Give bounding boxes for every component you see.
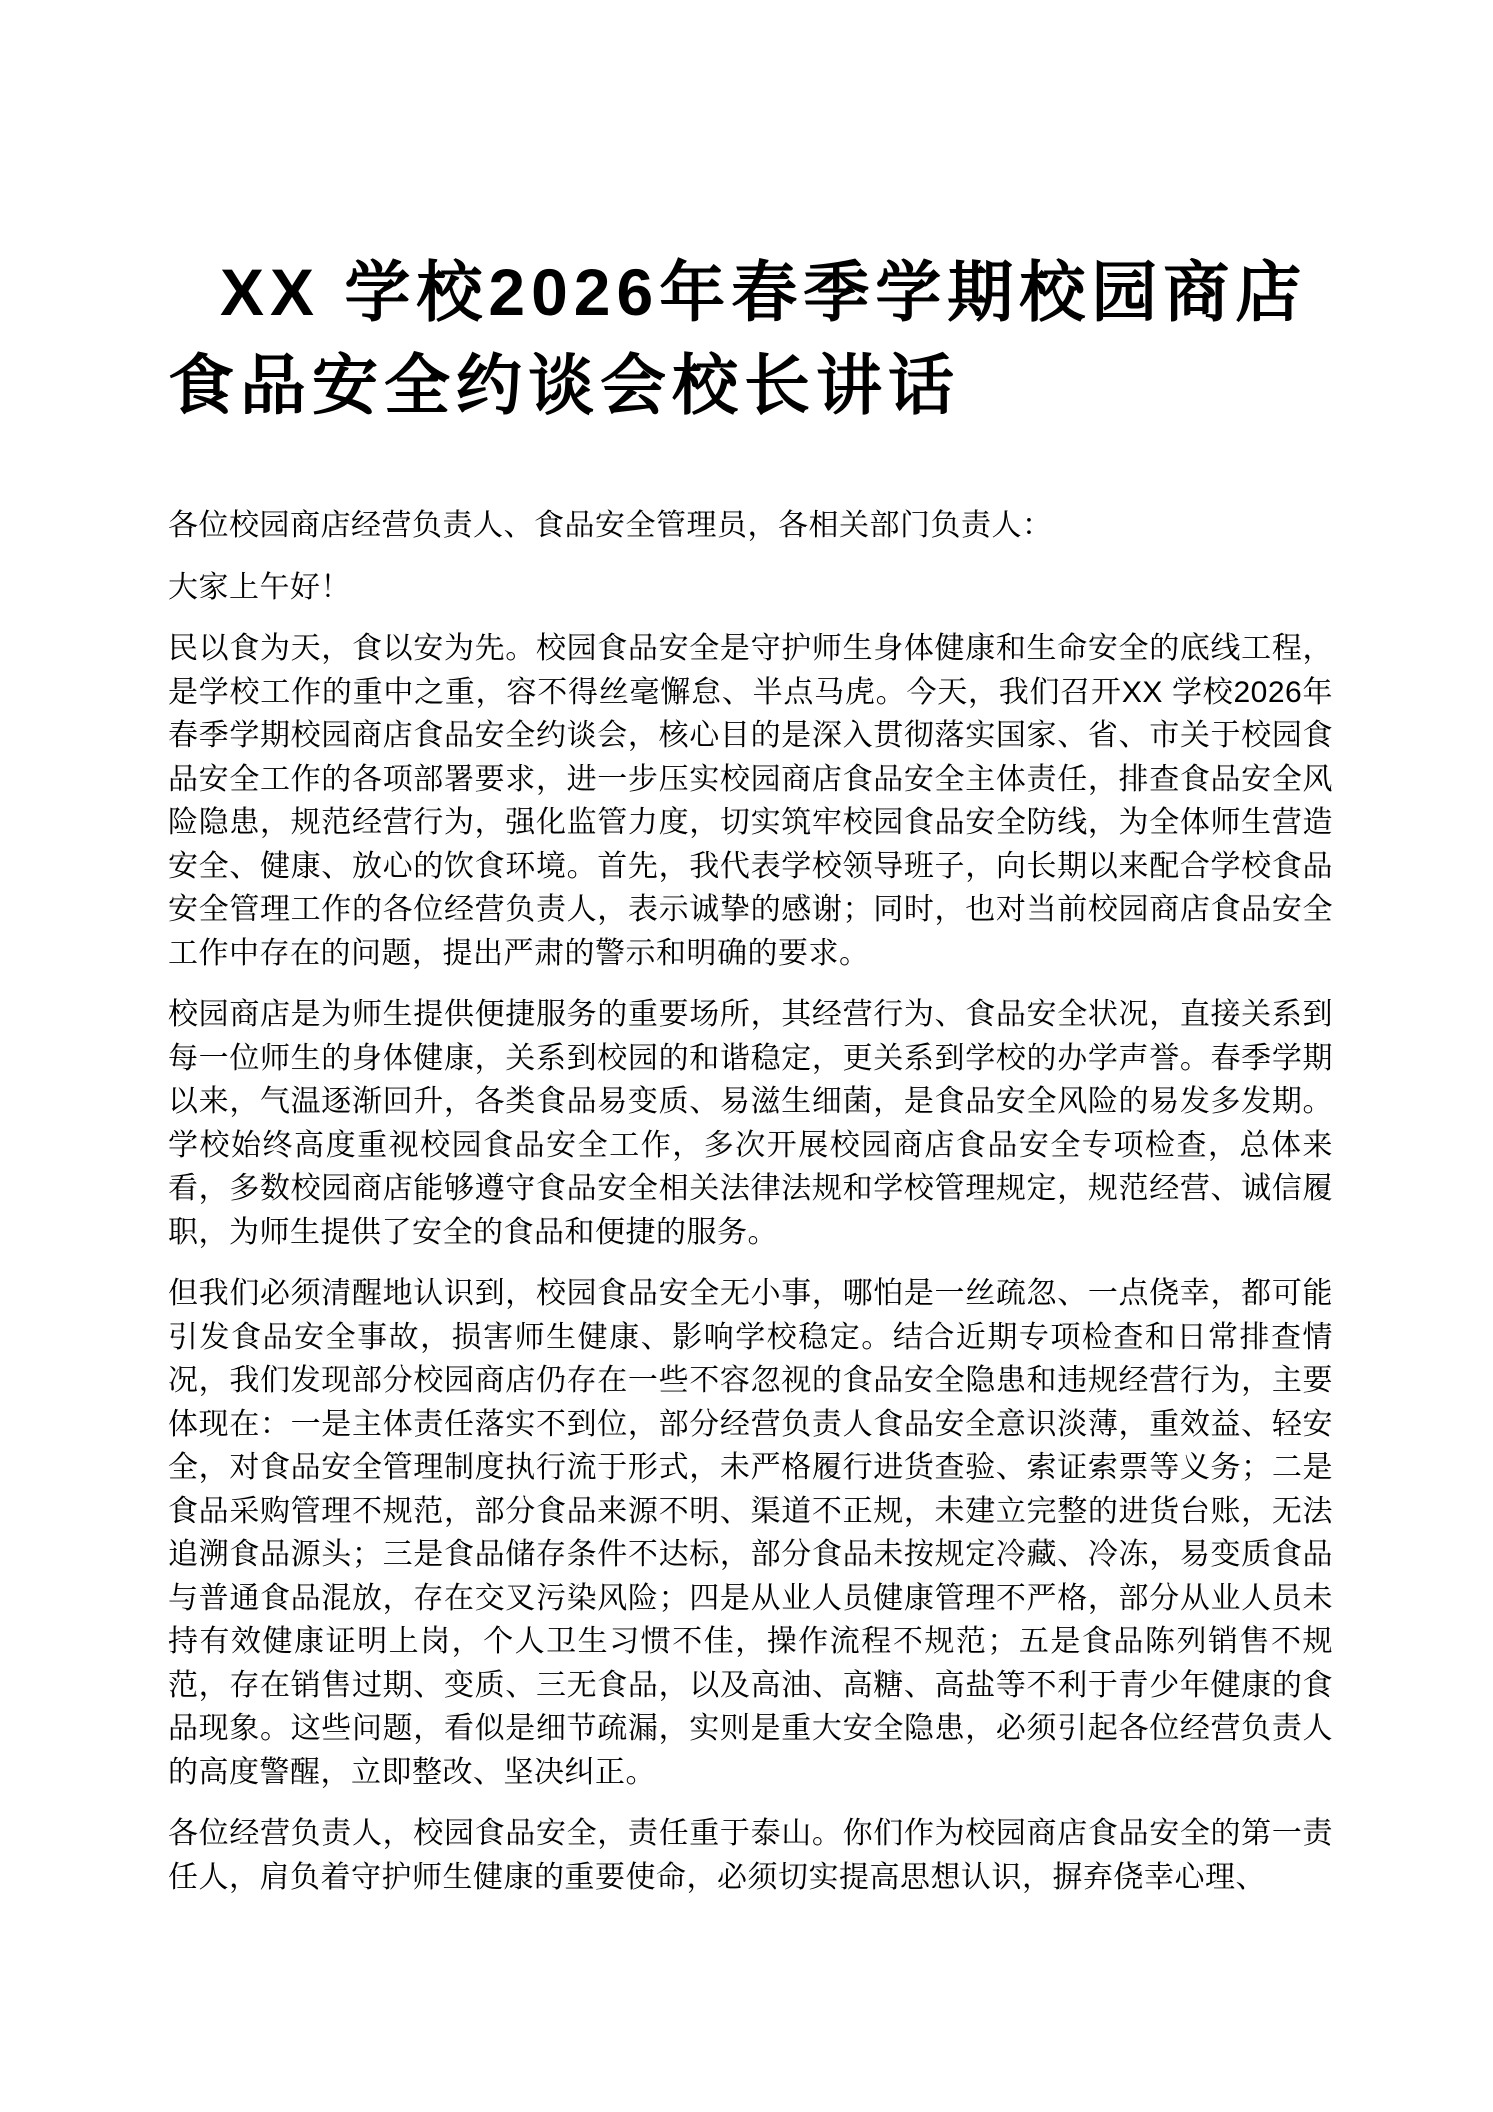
paragraph-greeting: 大家上午好！ bbox=[168, 570, 351, 604]
paragraph-salutation: 各位校园商店经营负责人、食品安全管理员，各相关部门负责人： bbox=[168, 509, 1053, 542]
paragraph-importance: 校园商店是为师生提供便捷服务的重要场所，其经营行为、食品安全状况，直接关系到每一位师生的身体健康，关系到校园的和谐稳定，更关系到学校的办学声誉。春季学期以来，气温逐渐回升，各类食品易变质、易滋生细菌，是食品安全风险的易发多发期。学校始终高度重视校园食品安全工作，多次开展校园商店食品安全专项检查，总体来看，多数校园商店能够遵守食品安全相关法律法规和学校管理规定，规范经营、诚信履职，为师生提供了安全的食品和便捷的服务。 bbox=[168, 998, 1333, 1249]
paragraph-responsibility: 各位经营负责人，校园食品安全，责任重于泰山。你们作为校园商店食品安全的第一责任人，肩负着守护师生健康的重要使命，必须切实提高思想认识，摒弃侥幸心理、 bbox=[168, 1817, 1333, 1894]
paragraph-problems: 但我们必须清醒地认识到，校园食品安全无小事，哪怕是一丝疏忽、一点侥幸，都可能引发食品安全事故，损害师生健康、影响学校稳定。结合近期专项检查和日常排查情况，我们发现部分校园商店仍存在一些不容忽视的食品安全隐患和违规经营行为，主要体现在：一是主体责任落实不到位，部分经营负责人食品安全意识淡薄，重效益、轻安全，对食品安全管理制度执行流于形式，未严格履行进货查验、索证索票等义务；二是食品采购管理不规范，部分食品来源不明、渠道不正规，未建立完整的进货台账，无法追溯食品源头；三是食品储存条件不达标，部分食品未按规定冷藏、冷冻，易变质食品与普通食品混放，存在交叉污染风险；四是从业人员健康管理不严格，部分从业人员未持有效健康证明上岗，个人卫生习惯不佳，操作流程不规范；五是食品陈列销售不规范，存在销售过期、变质、三无食品，以及高油、高糖、高盐等不利于青少年健康的食品现象。这些问题，看似是细节疏漏，实则是重大安全隐患，必须引起各位经营负责人的高度警醒，立即整改、坚决纠正。 bbox=[168, 1277, 1333, 1789]
document-title: XX 学校2026年春季学期校园商店食品安全约谈会校长讲话 bbox=[168, 255, 1308, 422]
document-body bbox=[168, 504, 1333, 1899]
paragraph-opening: 民以食为天，食以安为先。校园食品安全是守护师生身体健康和生命安全的底线工程，是学校工作的重中之重，容不得丝毫懈怠、半点马虎。今天，我们召开XX 学校2026年春季学期校园商店食品安全约谈会，核心目的是深入贯彻落实国家、省、市关于校园食品安全工作的各项部署要求，进一步压实校园商店食品安全主体责任，排查食品安全风险隐患，规范经营行为，强化监管力度，切实筑牢校园食品安全防线，为全体师生营造安全、健康、放心的饮食环境。首先，我代表学校领导班子，向长期以来配合学校食品安全管理工作的各位经营负责人，表示诚挚的感谢；同时，也对当前校园商店食品安全工作中存在的问题，提出严肃的警示和明确的要求。 bbox=[168, 632, 1333, 970]
